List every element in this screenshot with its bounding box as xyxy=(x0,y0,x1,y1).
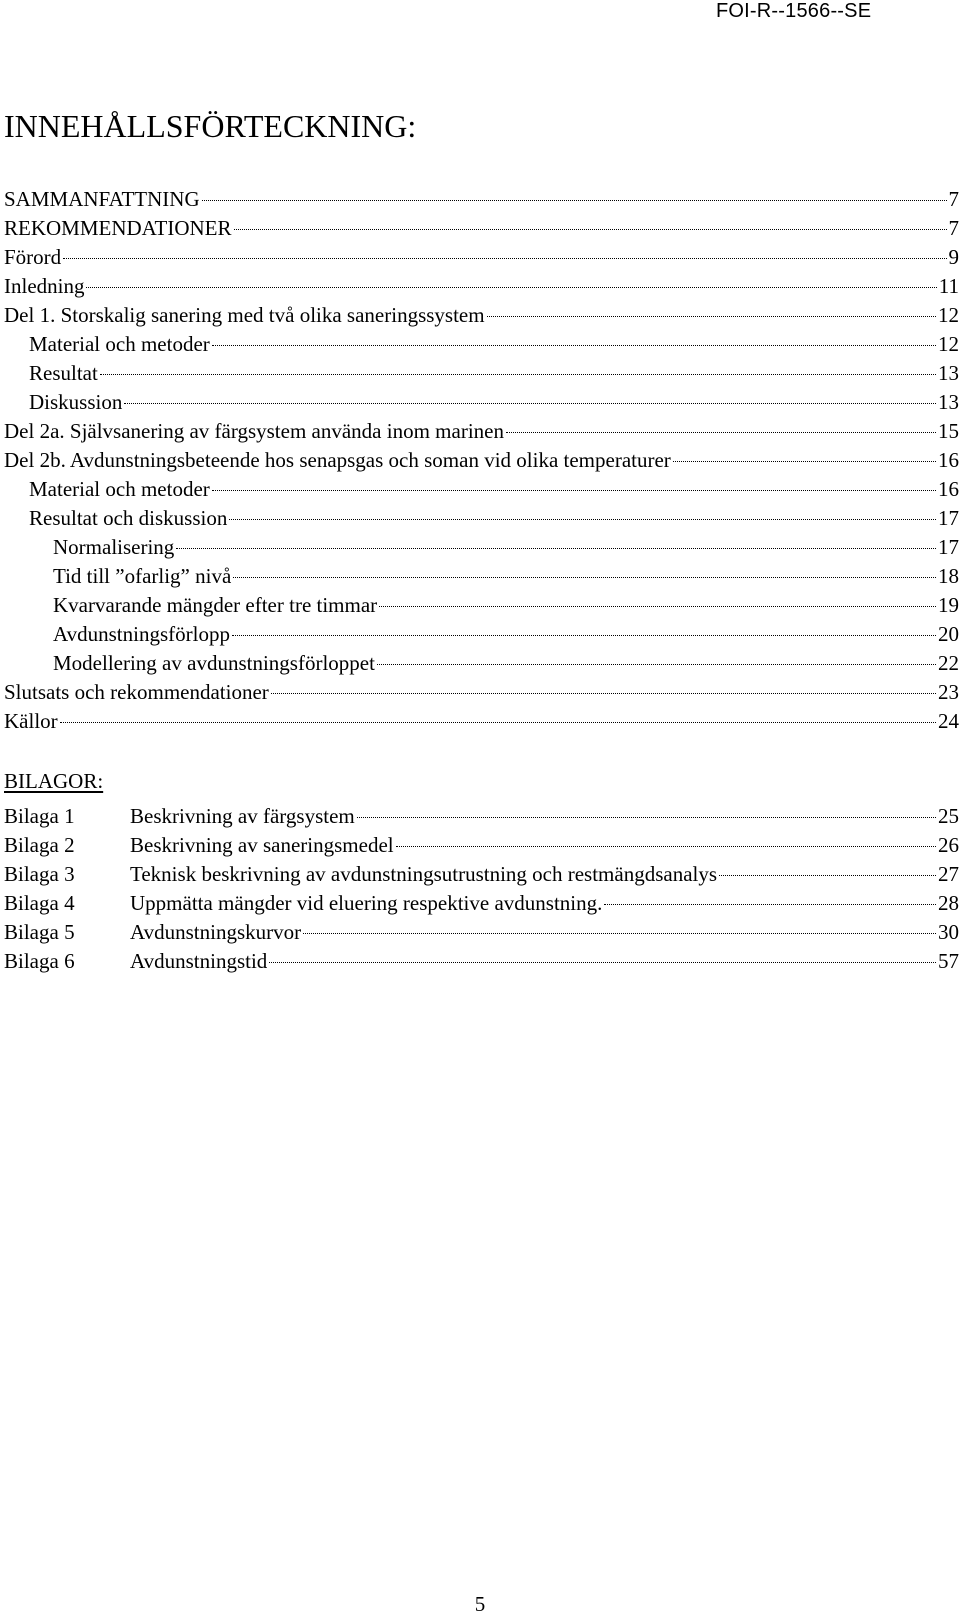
toc-dot-leader xyxy=(100,374,936,375)
toc-entry[interactable] xyxy=(4,620,959,649)
toc-entry[interactable] xyxy=(4,678,959,707)
toc-entry-page: 22 xyxy=(938,651,959,675)
appendix-title: Uppmätta mängder vid eluering respektive avdunstning. xyxy=(130,891,603,915)
toc-entry-page: 19 xyxy=(938,593,959,617)
toc-entry-page: 9 xyxy=(948,245,959,269)
toc-entry[interactable] xyxy=(4,185,959,214)
appendix-list xyxy=(4,802,959,976)
appendix-page: 26 xyxy=(938,833,959,857)
toc-entry[interactable] xyxy=(4,475,959,504)
toc-entry-page: 13 xyxy=(938,361,959,385)
toc-entry-page: 7 xyxy=(948,187,959,211)
toc-entry[interactable] xyxy=(4,272,959,301)
appendix-title: Beskrivning av färgsystem xyxy=(130,804,355,828)
appendix-label: Bilaga 1 xyxy=(4,804,75,828)
toc-entry[interactable] xyxy=(4,417,959,446)
toc-dot-leader xyxy=(176,548,936,549)
toc-entry-title: Diskussion xyxy=(29,390,123,414)
appendix-page: 30 xyxy=(938,920,959,944)
toc-entry-page: 7 xyxy=(948,216,959,240)
toc-entry[interactable] xyxy=(4,562,959,591)
toc-entry-page: 16 xyxy=(938,448,959,472)
toc-entry-page: 24 xyxy=(938,709,959,733)
toc-dot-leader xyxy=(506,432,936,433)
toc-dot-leader xyxy=(487,316,936,317)
appendix-entry[interactable] xyxy=(4,831,959,860)
appendix-title: Beskrivning av saneringsmedel xyxy=(130,833,394,857)
appendix-page: 57 xyxy=(938,949,959,973)
toc-entry-title: Del 1. Storskalig sanering med två olika saneringssystem xyxy=(4,303,485,327)
toc-entry-page: 17 xyxy=(938,506,959,530)
toc-entry-title: Resultat xyxy=(29,361,98,385)
appendix-title: Avdunstningstid xyxy=(130,949,268,973)
toc-entry-title: Material och metoder xyxy=(29,332,210,356)
toc-entry[interactable] xyxy=(4,649,959,678)
toc-entry-title: Material och metoder xyxy=(29,477,210,501)
appendix-entry[interactable] xyxy=(4,918,959,947)
toc-entry-title: Modellering av avdunstningsförloppet xyxy=(53,651,375,675)
appendix-entry[interactable] xyxy=(4,802,959,831)
report-id: FOI-R--1566--SE xyxy=(716,0,872,22)
toc-dot-leader xyxy=(232,635,936,636)
toc-entry[interactable] xyxy=(4,301,959,330)
toc-entry-page: 17 xyxy=(938,535,959,559)
toc-dot-leader xyxy=(86,287,936,288)
appendix-page: 25 xyxy=(938,804,959,828)
toc-entry[interactable] xyxy=(4,533,959,562)
toc-entry-title: Tid till ”ofarlig” nivå xyxy=(53,564,232,588)
toc-entry-title: Avdunstningsförlopp xyxy=(53,622,230,646)
appendix-page: 28 xyxy=(938,891,959,915)
toc-entry-title: REKOMMENDATIONER xyxy=(4,216,232,240)
toc-entry[interactable] xyxy=(4,707,959,736)
toc-dot-leader xyxy=(379,606,936,607)
toc-entry-page: 15 xyxy=(938,419,959,443)
toc-dot-leader xyxy=(303,933,936,934)
toc-entry-title: Kvarvarande mängder efter tre timmar xyxy=(53,593,378,617)
toc-dot-leader xyxy=(60,722,936,723)
toc-entry-title: Del 2a. Självsanering av färgsystem använda inom marinen xyxy=(4,419,504,443)
toc-dot-leader xyxy=(269,962,936,963)
toc-dot-leader xyxy=(673,461,936,462)
appendix-entry[interactable] xyxy=(4,860,959,889)
toc-entry[interactable] xyxy=(4,446,959,475)
appendix-entry[interactable] xyxy=(4,889,959,918)
toc-entry[interactable] xyxy=(4,330,959,359)
toc-dot-leader xyxy=(396,846,936,847)
appendix-page: 27 xyxy=(938,862,959,886)
toc-entry[interactable] xyxy=(4,214,959,243)
appendix-label: Bilaga 4 xyxy=(4,891,75,915)
toc-entry-title: Normalisering xyxy=(53,535,175,559)
toc-entry[interactable] xyxy=(4,388,959,417)
toc-entry-title: Del 2b. Avdunstningsbeteende hos senapsgas och soman vid olika temperaturer xyxy=(4,448,671,472)
toc-dot-leader xyxy=(202,200,947,201)
toc-entry-page: 18 xyxy=(938,564,959,588)
toc-dot-leader xyxy=(212,345,936,346)
toc-dot-leader xyxy=(377,664,936,665)
toc-dot-leader xyxy=(212,490,936,491)
toc-dot-leader xyxy=(63,258,946,259)
appendix-label: Bilaga 3 xyxy=(4,862,75,886)
appendix-title: Avdunstningskurvor xyxy=(130,920,302,944)
toc-entry-title: Resultat och diskussion xyxy=(29,506,228,530)
toc-dot-leader xyxy=(229,519,936,520)
toc-heading: INNEHÅLLSFÖRTECKNING: xyxy=(4,108,417,144)
appendix-label: Bilaga 2 xyxy=(4,833,75,857)
toc-dot-leader xyxy=(357,817,936,818)
toc-dot-leader xyxy=(604,904,936,905)
toc-dot-leader xyxy=(234,229,947,230)
appendix-entry[interactable] xyxy=(4,947,959,976)
toc-entry-title: Slutsats och rekommendationer xyxy=(4,680,269,704)
toc-dot-leader xyxy=(271,693,936,694)
appendix-title: Teknisk beskrivning av avdunstningsutrustning och restmängdsanalys xyxy=(130,862,718,886)
toc-entry[interactable] xyxy=(4,504,959,533)
toc-entry[interactable] xyxy=(4,359,959,388)
toc-entry-title: Inledning xyxy=(4,274,85,298)
toc-entry-page: 12 xyxy=(938,303,959,327)
toc-entry-page: 12 xyxy=(938,332,959,356)
toc-entry-page: 16 xyxy=(938,477,959,501)
toc-dot-leader xyxy=(719,875,936,876)
toc-entry-page: 23 xyxy=(938,680,959,704)
toc-entry[interactable] xyxy=(4,591,959,620)
toc-entry-page: 13 xyxy=(938,390,959,414)
page-number: 5 xyxy=(474,1592,486,1616)
toc-dot-leader xyxy=(124,403,936,404)
toc-entry-title: SAMMANFATTNING xyxy=(4,187,200,211)
toc-entry-page: 11 xyxy=(938,274,959,298)
toc-entry-page: 20 xyxy=(938,622,959,646)
toc-entry-title: Förord xyxy=(4,245,62,269)
toc-entry[interactable] xyxy=(4,243,959,272)
toc-list xyxy=(4,185,959,736)
appendix-label: Bilaga 6 xyxy=(4,949,75,973)
appendix-label: Bilaga 5 xyxy=(4,920,75,944)
appendix-heading: BILAGOR: xyxy=(4,769,104,793)
toc-entry-title: Källor xyxy=(4,709,58,733)
toc-dot-leader xyxy=(233,577,936,578)
